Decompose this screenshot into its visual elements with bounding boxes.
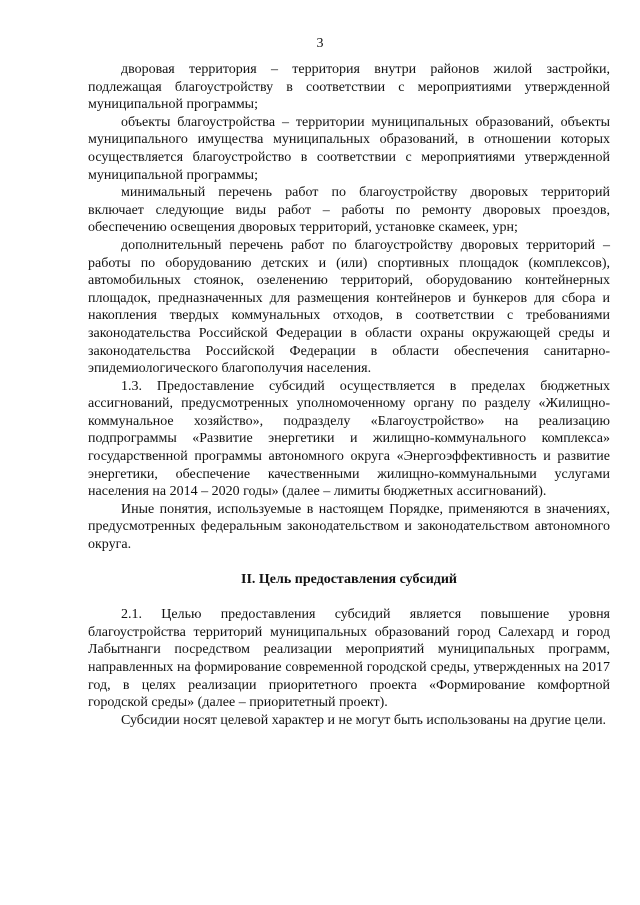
paragraph-improvement-objects: объекты благоустройства – территории муниципальных образований, объекты муниципального имущества муниципальных образований, в отношении которых осуществляется благоустройство в соответствии с мероприятиями утвержденной муниципальной программы; (88, 114, 610, 183)
paragraph-additional-works-list: дополнительный перечень работ по благоустройству дворовых территорий – работы по оборудованию детских и (или) спортивных площадок (комплексов), автомобильных стоянок, озеленению территорий, оборудованию контейнерных площадок, предназначенных для размещения контейнеров и бункеров для сбора и накопления твердых коммунальных отходов, в соответствии с требованиями законодательства Российской Федерации в области охраны окружающей среды и законодательства Российской Федерации в области обеспечения санитарно-эпидемиологического благополучия населения. (88, 237, 610, 377)
section-heading: II. Цель предоставления субсидий (241, 571, 457, 587)
paragraph-targeted-nature: Субсидии носят целевой характер и не могут быть использованы на другие цели. (121, 712, 607, 728)
paragraph-other-terms: Иные понятия, используемые в настоящем Порядке, применяются в значениях, предусмотренных федеральным законодательством и законодательством автономного округа. (88, 501, 610, 553)
page-number: 3 (316, 36, 324, 51)
paragraph-minimum-works-list: минимальный перечень работ по благоустройству дворовых территорий включает следующие виды работ – работы по ремонту дворовых проездов, обеспечению освещения дворовых территорий, установке скамеек, урн; (88, 185, 610, 236)
paragraph-courtyard-territory: дворовая территория – территория внутри районов жилой застройки, подлежащая благоустройству в соответствии с мероприятиями утвержденной муниципальной программы; (88, 62, 610, 113)
document-body (88, 61, 610, 729)
paragraph-2-1-purpose: 2.1. Целью предоставления субсидий является повышение уровня благоустройства территорий муниципальных образований город Салехард и город Лабытнанги посредством реализации мероприятий муниципальных программ, направленных на формирование современной городской среды, утвержденных на 2017 год, в целях реализации приоритетного проекта «Формирование комфортной городской среды» (далее – приоритетный проект). (88, 607, 610, 711)
paragraph-1-3-subsidy-limits: 1.3. Предоставление субсидий осуществляется в пределах бюджетных ассигнований, предусмотренных уполномоченному органу по разделу «Жилищно-коммунальное хозяйство», подразделу «Благоустройство» на реализацию подпрограммы «Развитие энергетики и жилищно-коммунального комплекса» государственной программы автономного округа «Энергоэффективность и развитие энергетики, обеспечение качественными жилищно-коммунальными услугами населения на 2014 – 2020 годы» (далее – лимиты бюджетных ассигнований). (88, 378, 610, 500)
